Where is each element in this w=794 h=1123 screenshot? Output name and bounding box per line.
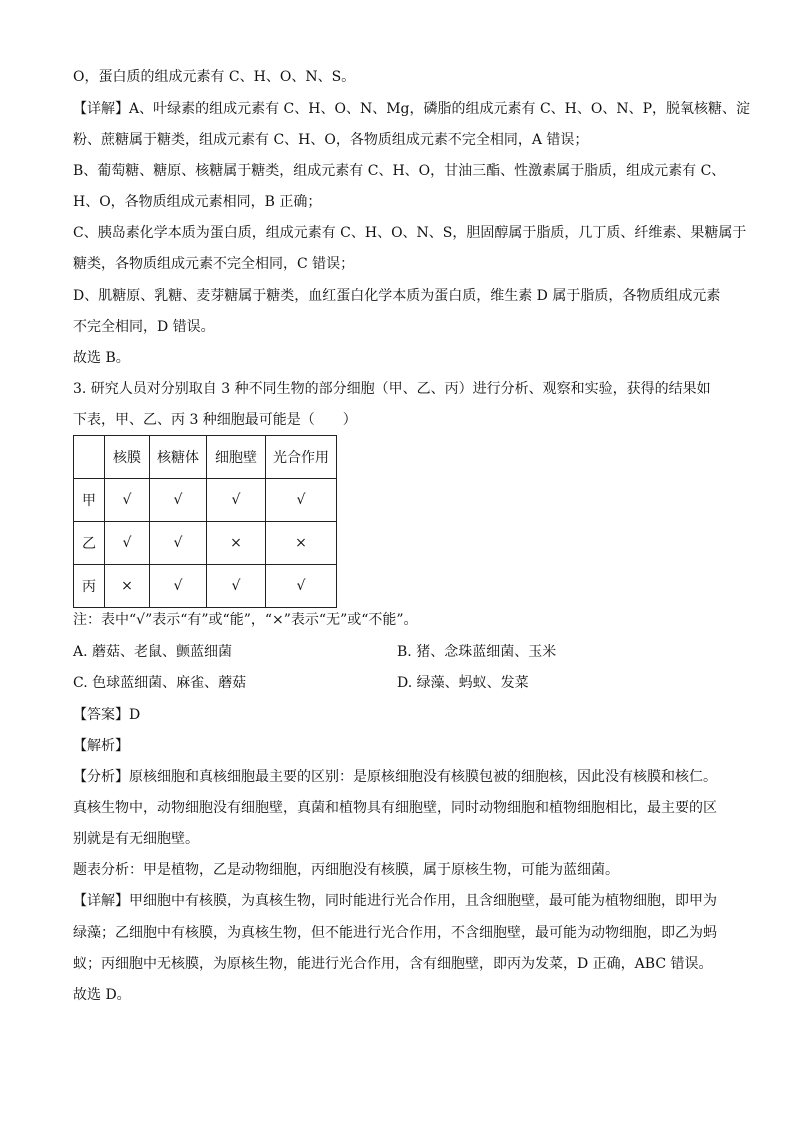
analysis-line: 【分析】原核细胞和真核细胞最主要的区别：是原核细胞没有核膜包被的细胞核，因此没有核膜和核仁。 [73, 769, 717, 785]
table-cell: 丙 [74, 565, 105, 608]
text-line: 糖类，各物质组成元素不完全相同，C 错误； [73, 256, 355, 272]
analysis-line: 真核生物中，动物细胞没有细胞壁，真菌和植物具有细胞壁，同时动物细胞和植物细胞相比，最主要的区 [73, 800, 717, 816]
table-header-row [74, 436, 337, 479]
table-cell: × [266, 522, 337, 565]
text-line: H、O，各物质组成元素相同，B 正确； [73, 194, 322, 210]
table-cell: × [105, 565, 150, 608]
text-line: D、肌糖原、乳糖、麦芽糖属于糖类，血红蛋白化学本质为蛋白质，维生素 D 属于脂质，各物质组成元素 [73, 288, 721, 304]
table-cell: × [207, 522, 266, 565]
option-b: B. 猪、念珠蓝细菌、玉米 [397, 644, 557, 660]
table-cell: 乙 [74, 522, 105, 565]
text-line: 故选 B。 [73, 350, 130, 366]
table-cell: √ [266, 479, 337, 522]
text-line: 【详解】A、叶绿素的组成元素有 C、H、O、N、Mg，磷脂的组成元素有 C、H、O、N、P，脱氧核糖、淀 [73, 101, 751, 117]
table-row [74, 565, 337, 608]
analysis-line: 别就是有无细胞壁。 [73, 831, 199, 847]
analysis-line: 绿藻；乙细胞中有核膜，为真核生物，但不能进行光合作用，不含细胞壁，最可能为动物细胞，即乙为蚂 [73, 925, 717, 941]
table-header-cell: 光合作用 [266, 436, 337, 479]
analysis-title: 【解析】 [73, 738, 129, 754]
table-cell: 甲 [74, 479, 105, 522]
table-cell: √ [150, 522, 207, 565]
table-cell: √ [266, 565, 337, 608]
answer-label: 【答案】D [73, 707, 141, 723]
analysis-line: 题表分析：甲是植物，乙是动物细胞，丙细胞没有核膜，属于原核生物，可能为蓝细菌。 [73, 862, 619, 878]
result-table [73, 435, 337, 608]
table-cell: √ [150, 565, 207, 608]
question-stem: 3. 研究人员对分别取自 3 种不同生物的部分细胞（甲、乙、丙）进行分析、观察和实验，获得的结果如 [73, 381, 711, 397]
table-row [74, 522, 337, 565]
text-line: 粉、蔗糖属于糖类，组成元素有 C、H、O，各物质组成元素不完全相同，A 错误； [73, 132, 589, 148]
analysis-line: 故选 D。 [73, 987, 131, 1003]
table-header-cell [74, 436, 105, 479]
text-line: O，蛋白质的组成元素有 C、H、O、N、S。 [73, 69, 356, 85]
text-line: B、葡萄糖、糖原、核糖属于糖类，组成元素有 C、H、O，甘油三酯、性激素属于脂质，组成元素有 C、 [73, 163, 726, 179]
analysis-line: 【详解】甲细胞中有核膜，为真核生物，同时能进行光合作用，且含细胞壁，最可能为植物细胞，即甲为 [73, 893, 717, 909]
analysis-line: 蚁；丙细胞中无核膜，为原核生物，能进行光合作用，含有细胞壁，即丙为发菜，D 正确，ABC 错误。 [73, 956, 713, 972]
table-cell: √ [105, 479, 150, 522]
table-cell: √ [207, 565, 266, 608]
table-cell: √ [207, 479, 266, 522]
option-c: C. 色球蓝细菌、麻雀、蘑菇 [73, 675, 247, 691]
table-row [74, 479, 337, 522]
text-line: 不完全相同，D 错误。 [73, 319, 215, 335]
table-header-cell: 细胞壁 [207, 436, 266, 479]
table-cell: √ [150, 479, 207, 522]
text-line: C、胰岛素化学本质为蛋白质，组成元素有 C、H、O、N、S，胆固醇属于脂质，几丁质、纤维素、果糖属于 [73, 225, 747, 241]
table-header-cell: 核膜 [105, 436, 150, 479]
option-d: D. 绿藻、蚂蚁、发菜 [397, 675, 529, 691]
table-cell: √ [105, 522, 150, 565]
table-header-cell: 核糖体 [150, 436, 207, 479]
table-note: 注：表中“√”表示“有”或“能”，“×”表示“无”或“不能”。 [73, 612, 418, 628]
question-stem: 下表，甲、乙、丙 3 种细胞最可能是（ ） [73, 412, 357, 428]
option-a: A. 蘑菇、老鼠、颤蓝细菌 [73, 644, 233, 660]
